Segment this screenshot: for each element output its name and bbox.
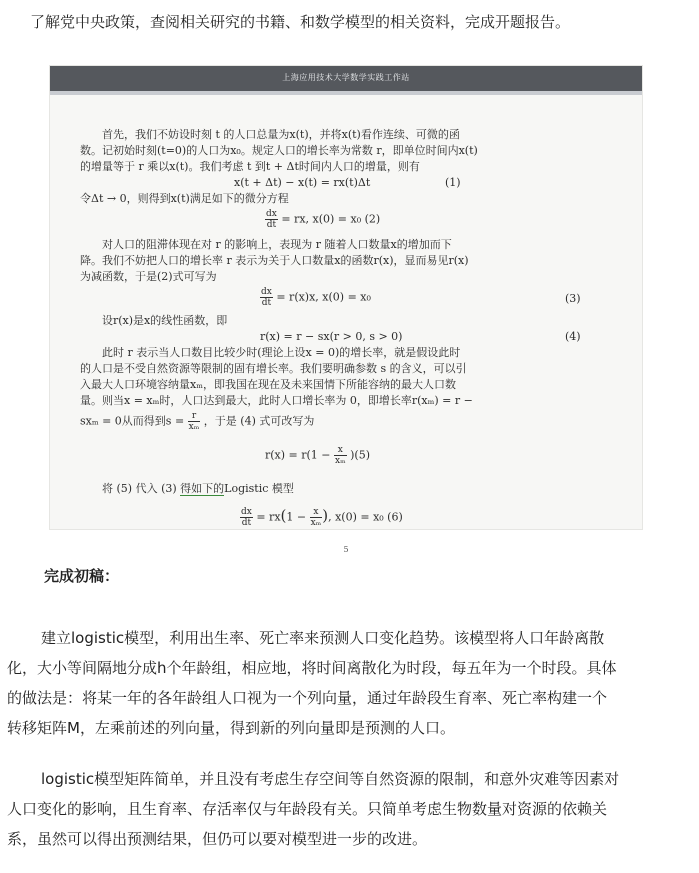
fraction: $\frac{r}{\text{xₘ}}$	[188, 411, 200, 432]
equation-4-number: (4)	[565, 330, 581, 343]
paragraph-line: logistic模型矩阵简单，并且没有考虑生存空间等自然资源的限制，和意外灾难等因素对	[41, 770, 620, 788]
fraction: $\frac{dx}{dt}$	[266, 209, 277, 230]
paragraph-line: 化，大小等间隔地分成h个年龄组，相应地，将时间离散化为时段，每五年为一个时段。具体	[7, 659, 617, 677]
doc-line: 为减函数，于是(2)式可写为	[80, 270, 217, 283]
paragraph-line: 人口变化的影响，且生育率、存活率仅与年龄段有关。只简单考虑生物数量对资源的依赖关	[7, 800, 608, 818]
doc-line: 降。我们不妨把人口的增长率 r 表示为关于人口数量x的函数r(x)，显而易见r(x)	[80, 254, 469, 267]
doc-line: 令Δt → 0，则得到x(t)满足如下的微分方程	[80, 192, 289, 205]
page-number: 5	[343, 545, 349, 554]
equation-4: r(x) = r − sx(r > 0, s > 0)	[260, 330, 403, 343]
equation-5: r(x) = r(1 − $\frac{x}{\text{xₘ}}$ )(5)	[265, 445, 371, 466]
equation-1: x(t + Δt) − x(t) = rx(t)Δt	[234, 176, 371, 189]
doc-line: 此时 r 表示当人口数目比较少时(理论上设x = 0)的增长率，就是假设此时	[102, 346, 461, 359]
doc-line: 量。则当x = xₘ时，人口达到最大，此时人口增长率为 0，即增长率r(xₘ) = r −	[80, 394, 473, 407]
fraction: $\frac{dx}{dt}$	[241, 507, 252, 528]
doc-line: 数。记初始时刻(t=0)的人口为x₀。规定人口的增长率为常数 r，即单位时间内x(t)	[80, 144, 478, 157]
paragraph-line: 转移矩阵M，左乘前述的列向量，得到新的列向量即是预测的人口。	[7, 719, 455, 737]
fraction: $\frac{dx}{dt}$	[261, 287, 272, 308]
document-header-title: 上海应用技术大学数学实践工作站	[282, 73, 410, 82]
paragraph-line: 的做法是：将某一年的各年龄组人口视为一个列向量，通过年龄段生育率、死亡率构建一个	[7, 689, 608, 707]
document-image	[49, 65, 643, 554]
intro-text: 了解党中央政策，查阅相关研究的书籍、和数学模型的相关资料，完成开题报告。	[30, 13, 571, 31]
doc-line: 的增量等于 r 乘以x(t)。我们考虑 t 到t + Δt时间内人口的增量，则有	[80, 160, 420, 173]
paragraph-line: 系，虽然可以得出预测结果，但仍可以要对模型进一步的改进。	[7, 830, 428, 848]
equation-3: $\frac{dx}{dt}$ = r(x)x, x(0) = x₀	[261, 287, 371, 308]
doc-line: 首先，我们不妨设时刻 t 的人口总量为x(t)，并将x(t)看作连续、可微的函	[102, 128, 460, 141]
document-header-bar	[50, 66, 642, 95]
doc-line: 对人口的阻滞体现在对 r 的影响上，表现为 r 随着人口数量x的增加而下	[102, 238, 452, 251]
fraction: $\frac{x}{\text{xₘ}}$	[335, 445, 346, 466]
equation-1-number: (1)	[445, 176, 461, 189]
section-heading: 完成初稿：	[44, 567, 120, 585]
equation-2: $\frac{dx}{dt}$ = rx, x(0) = x₀ (2)	[266, 209, 381, 230]
paragraph-line: 建立logistic模型，利用出生率、死亡率来预测人口变化趋势。该模型将人口年龄离散	[41, 629, 605, 647]
doc-line: 入最大人口环境容纳量xₘ，即我国在现在及未来国情下所能容纳的最大人口数	[80, 378, 456, 391]
doc-line: 设r(x)是x的线性函数，即	[102, 314, 228, 327]
paragraph-1	[7, 623, 693, 743]
doc-line: 的人口是不受自然资源等限制的固有增长率。我们要明确参数 s 的含义，可以引	[80, 362, 467, 375]
paragraph-2	[7, 764, 693, 854]
fraction: $\frac{x}{\text{xₘ}}$	[310, 507, 322, 528]
equation-3-number: (3)	[565, 292, 581, 305]
doc-line: 将 (5) 代入 (3) 得如下的Logistic 模型	[102, 482, 294, 495]
doc-line: sxₘ = 0从而得到s = $\frac{r}{\text{xₘ}}$ ，于是 (4) 式可改写为	[80, 411, 315, 432]
equation-6: $\frac{dx}{dt}$ = rx(1 − $\frac{x}{\text{xₘ}}$ ), x(0) = x₀ (6)	[241, 506, 403, 528]
